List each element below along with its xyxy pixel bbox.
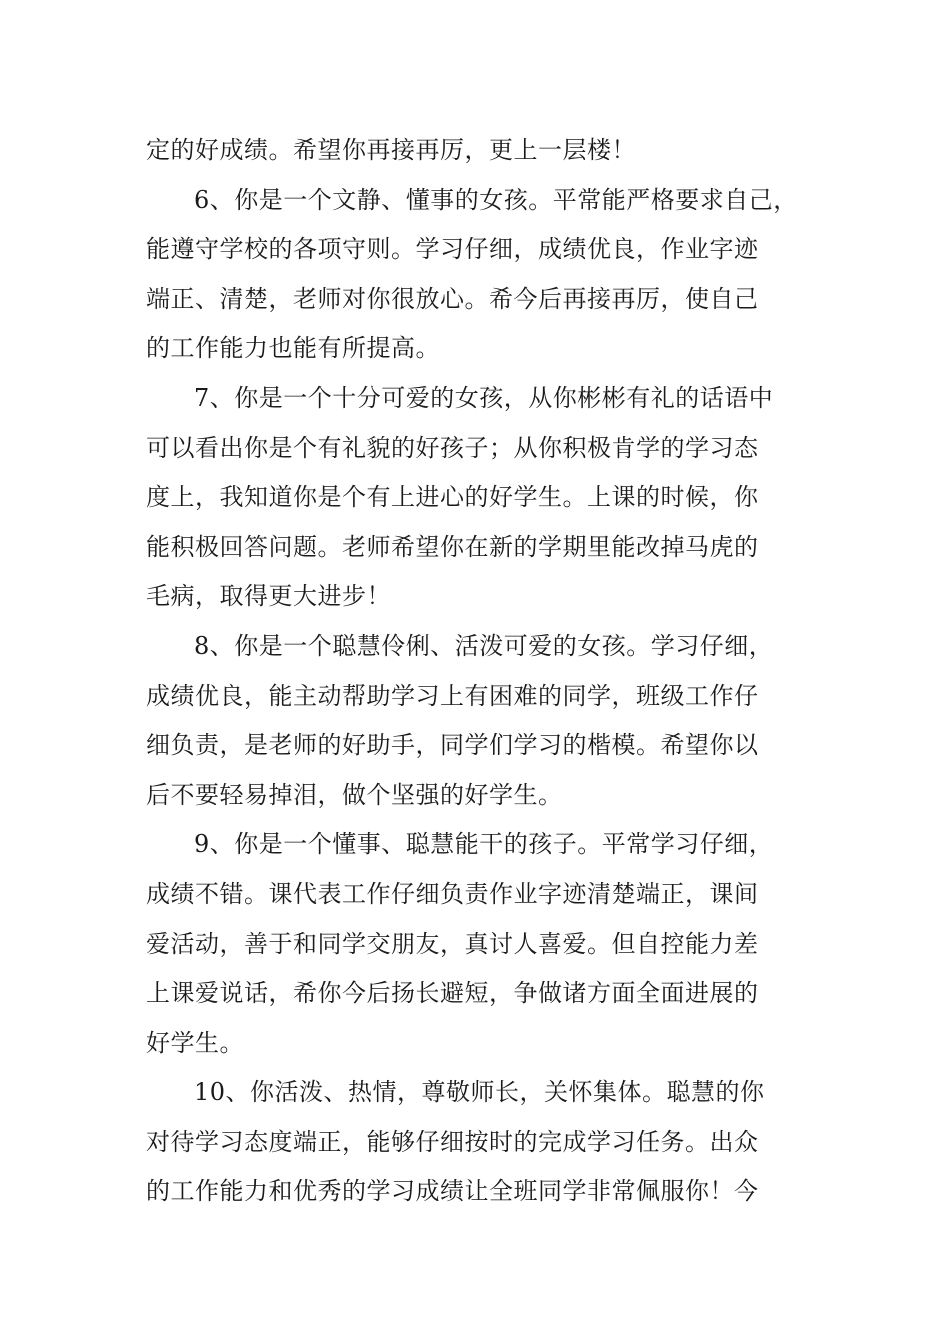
text-line: 细负责，是老师的好助手，同学们学习的楷模。希望你以 — [146, 731, 759, 760]
text-line: 毛病，取得更大进步！ — [146, 582, 391, 611]
text-line: 成绩优良，能主动帮助学习上有困难的同学，班级工作仔 — [146, 681, 759, 710]
text-line: 7、你是一个十分可爱的女孩，从你彬彬有礼的话语中 — [194, 383, 774, 412]
text-line: 10、你活泼、热情，尊敬师长，关怀集体。聪慧的你 — [194, 1078, 765, 1107]
text-line: 上课爱说话，希你今后扬长避短，争做诸方面全面进展的 — [146, 979, 759, 1008]
text-line: 的工作能力和优秀的学习成绩让全班同学非常佩服你！今 — [146, 1177, 759, 1206]
text-line: 定的好成绩。希望你再接再厉，更上一层楼！ — [146, 136, 636, 164]
document-body — [146, 126, 808, 1217]
text-line: 能遵守学校的各项守则。学习仔细，成绩优良，作业字迹 — [146, 235, 759, 264]
text-line: 的工作能力也能有所提高。 — [146, 334, 440, 363]
text-line: 度上，我知道你是个有上进心的好学生。上课的时候，你 — [146, 483, 759, 512]
text-line: 能积极回答问题。老师希望你在新的学期里能改掉马虎的 — [146, 532, 759, 561]
text-line: 9、你是一个懂事、聪慧能干的孩子。平常学习仔细， — [194, 830, 774, 859]
text-line: 成绩不错。课代表工作仔细负责作业字迹清楚端正，课间 — [146, 879, 759, 908]
text-line: 6、你是一个文静、懂事的女孩。平常能严格要求自己， — [194, 185, 798, 214]
text-line: 对待学习态度端正，能够仔细按时的完成学习任务。出众 — [146, 1127, 759, 1156]
text-line: 8、你是一个聪慧伶俐、活泼可爱的女孩。学习仔细， — [194, 631, 774, 660]
text-line: 端正、清楚，老师对你很放心。希今后再接再厉，使自己 — [146, 284, 759, 313]
text-line: 好学生。 — [146, 1028, 244, 1057]
text-line: 可以看出你是个有礼貌的好孩子；从你积极肯学的学习态 — [146, 433, 759, 462]
text-line: 爱活动，善于和同学交朋友，真讨人喜爱。但自控能力差 — [146, 929, 759, 958]
text-line: 后不要轻易掉泪，做个坚强的好学生。 — [146, 780, 563, 809]
